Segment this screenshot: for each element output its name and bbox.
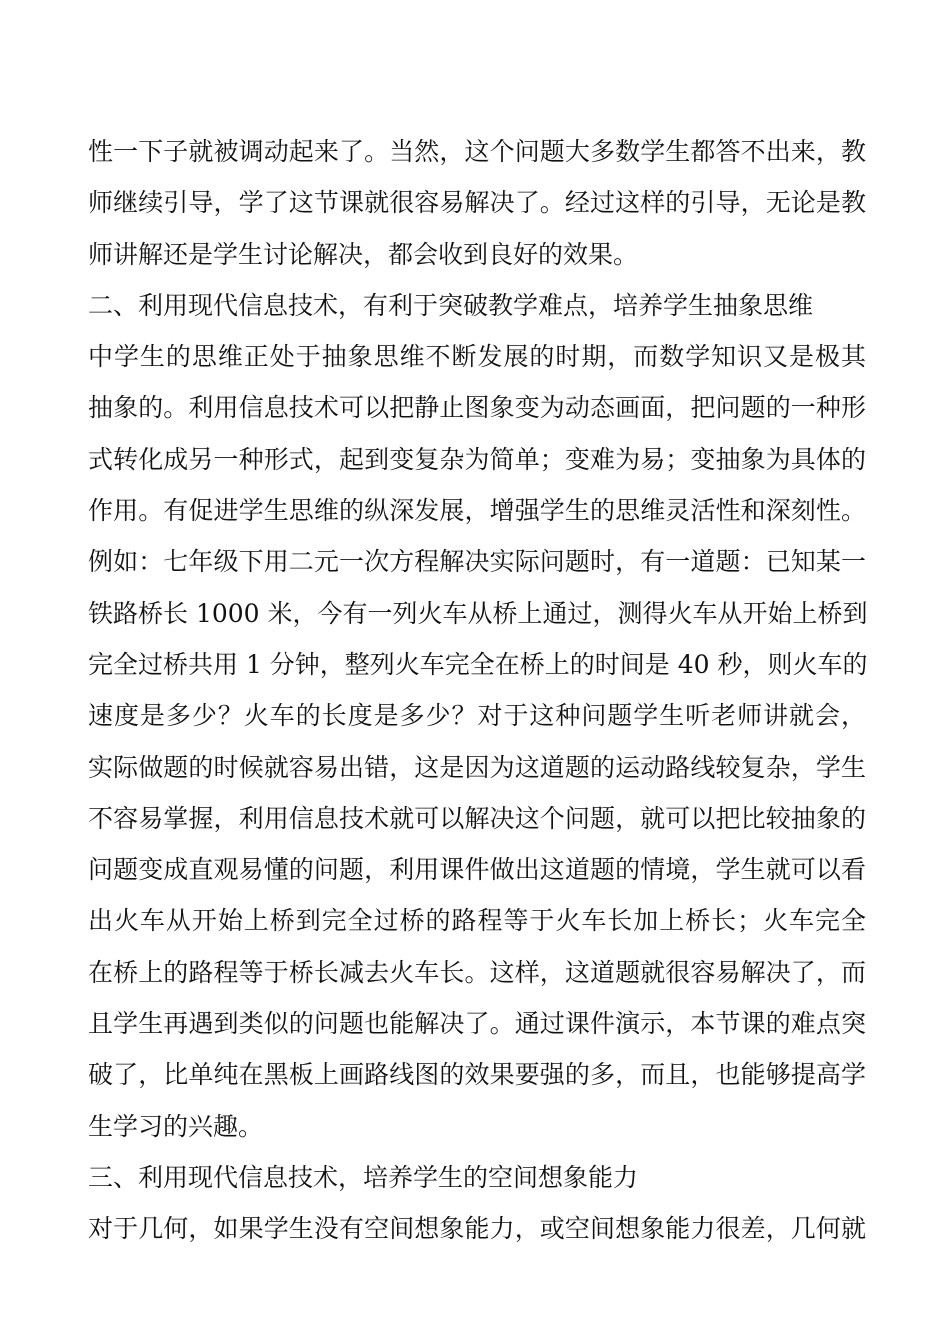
text-line: 师继续引导，学了这节课就很容易解决了。经过这样的引导，无论是教	[88, 188, 866, 218]
text-line: 问题变成直观易懂的问题，利用课件做出这道题的情境，学生就可以看	[88, 855, 866, 885]
text-line: 铁路桥长 1000 米，今有一列火车从桥上通过，测得火车从开始上桥到	[88, 598, 868, 628]
text-line: 破了，比单纯在黑板上画路线图的效果要强的多，而且，也能够提高学	[88, 1060, 866, 1090]
text-line: 中学生的思维正处于抽象思维不断发展的时期，而数学知识又是极其	[88, 342, 866, 372]
text-line: 二、利用现代信息技术，有利于突破教学难点，培养学生抽象思维	[88, 290, 814, 320]
text-line: 例如：七年级下用二元一次方程解决实际问题时，有一道题：已知某一	[88, 547, 866, 577]
document-page	[88, 126, 866, 1255]
text-line: 不容易掌握，利用信息技术就可以解决这个问题，就可以把比较抽象的	[88, 803, 866, 833]
text-line: 且学生再遇到类似的问题也能解决了。通过课件演示，本节课的难点突	[88, 1009, 866, 1039]
text-line: 师讲解还是学生讨论解决，都会收到良好的效果。	[88, 239, 639, 269]
text-line: 实际做题的时候就容易出错，这是因为这道题的运动路线较复杂，学生	[88, 752, 866, 782]
text-line: 性一下子就被调动起来了。当然，这个问题大多数学生都答不出来，教	[88, 137, 866, 166]
text-line: 速度是多少？火车的长度是多少？对于这种问题学生听老师讲就会，	[88, 701, 866, 731]
text-line: 对于几何，如果学生没有空间想象能力，或空间想象能力很差，几何就	[88, 1214, 866, 1244]
text-line: 生学习的兴趣。	[88, 1111, 264, 1141]
text-line: 完全过桥共用 1 分钟，整列火车完全在桥上的时间是 40 秒，则火车的	[88, 649, 868, 679]
text-line: 三、利用现代信息技术，培养学生的空间想象能力	[88, 1162, 639, 1192]
text-line: 出火车从开始上桥到完全过桥的路程等于火车长加上桥长；火车完全	[88, 906, 866, 936]
text-line: 式转化成另一种形式，起到变复杂为简单；变难为易；变抽象为具体的	[88, 444, 866, 474]
text-line: 在桥上的路程等于桥长减去火车长。这样，这道题就很容易解决了，而	[88, 957, 866, 987]
text-line: 抽象的。利用信息技术可以把静止图象变为动态画面，把问题的一种形	[88, 393, 866, 423]
text-line: 作用。有促进学生思维的纵深发展，增强学生的思维灵活性和深刻性。	[88, 496, 866, 526]
